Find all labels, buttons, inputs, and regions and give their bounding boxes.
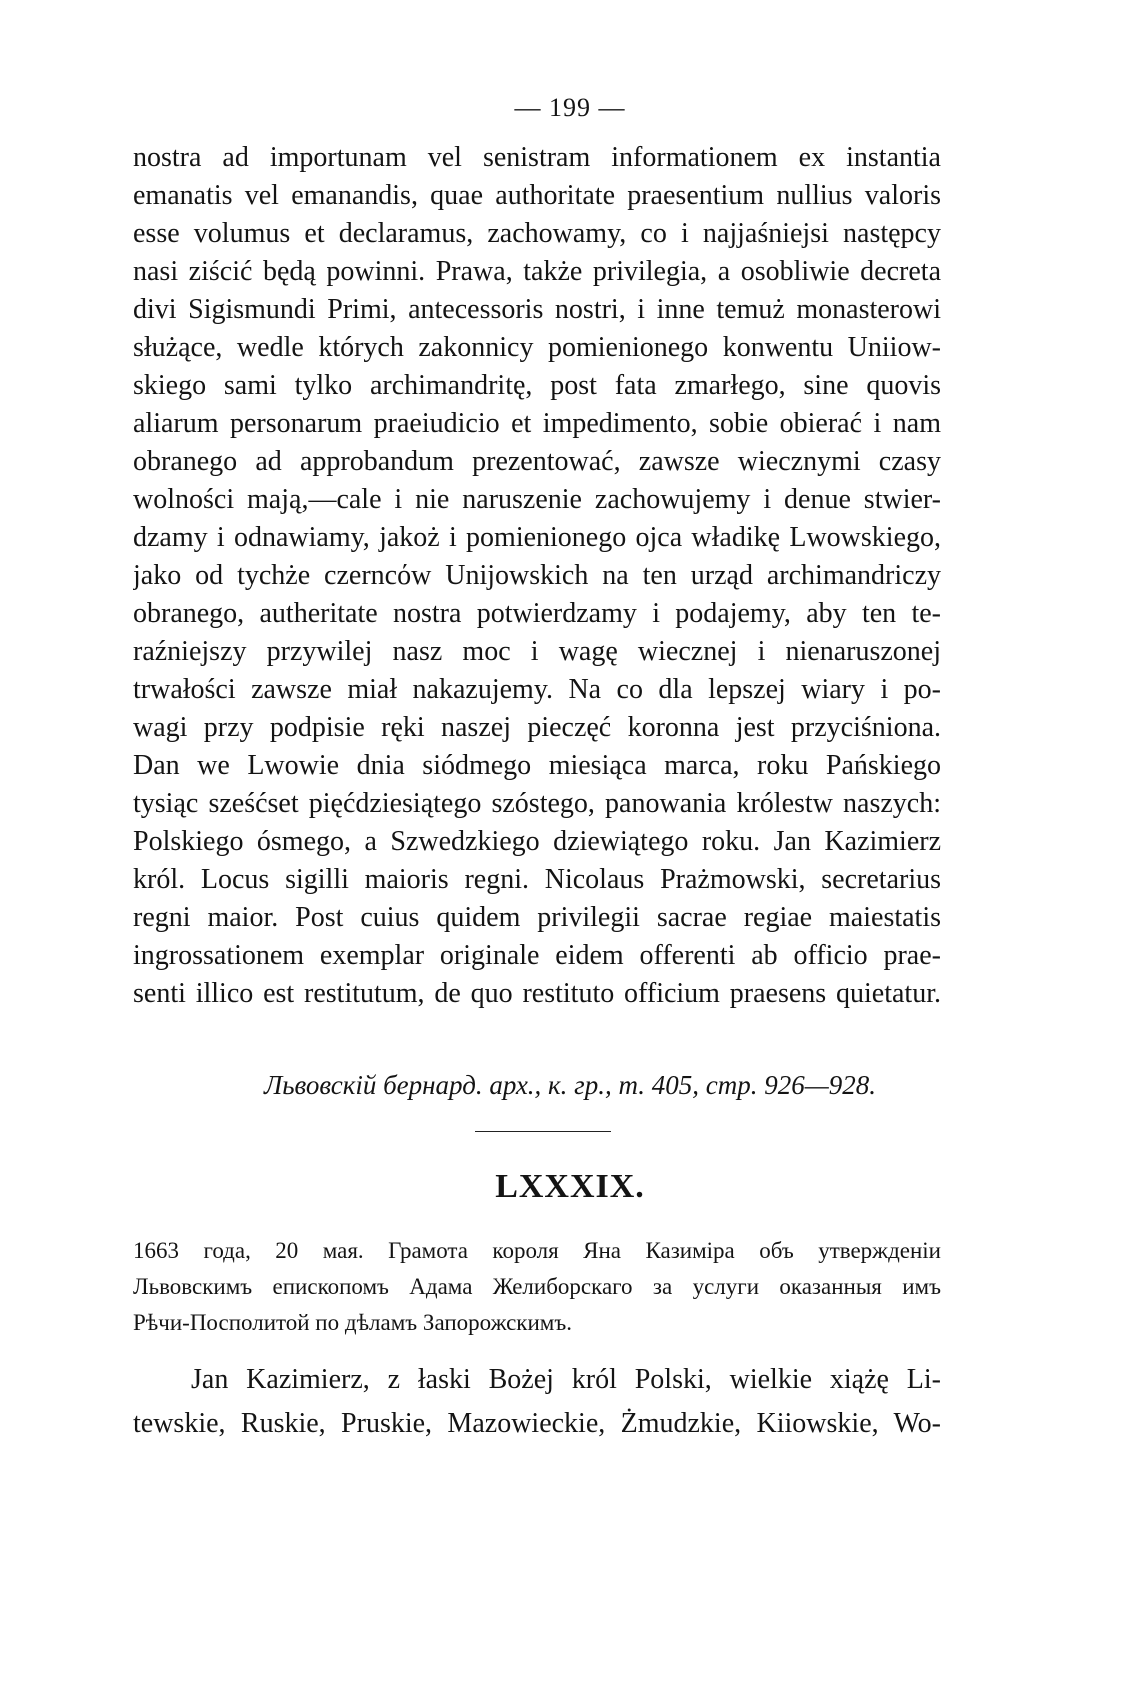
text-line: esse volumus et declaramus, zachowamy, co i najjaśniejsi następcy: [133, 218, 941, 249]
text-line: emanatis vel emanandis, quae authoritate praesentium nullius valoris: [133, 180, 941, 211]
document-number: LXXXIX.: [495, 1168, 645, 1205]
text-line: nostra ad importunam vel senistram informationem ex instantia: [133, 142, 941, 173]
text-line: raźniejszy przywilej nasz moc i wagę wiecznej i nienaruszonej: [133, 636, 941, 667]
text-line: nasi ziścić będą powinni. Prawa, także privilegia, a osobliwie decreta: [133, 256, 941, 287]
text-line: wolności mają,—cale i nie naruszenie zachowujemy i denue stwier-: [133, 484, 941, 515]
text-line: wagi przy podpisie ręki naszej pieczęć koronna jest przyciśniona.: [133, 712, 941, 743]
text-line: senti illico est restitutum, de quo restituto officium praesens quietatur.: [133, 978, 941, 1009]
source-reference: Львовскій бернард. арх., к. гр., т. 405, стр. 926—928.: [263, 1070, 877, 1100]
text-line: trwałości zawsze miał nakazujemy. Na co dla lepszej wiary i po-: [133, 674, 941, 705]
text-line: skiego sami tylko archimandritę, post fata zmarłego, sine quovis: [133, 370, 941, 401]
text-line: ingrossationem exemplar originale eidem offerenti ab officio prae-: [133, 940, 941, 971]
text-line: aliarum personarum praeiudicio et impedimento, sobie obierać i nam: [133, 408, 941, 439]
text-line: divi Sigismundi Primi, antecessoris nostri, i inne temuż monasterowi: [133, 294, 941, 325]
text-line: jako od tychże czerncόw Unijowskich na ten urząd archimandriczy: [133, 560, 941, 591]
text-line: tysiąc sześćset pięćdziesiątego szóstego, panowania królestw naszych:: [133, 788, 941, 819]
text-line: tewskie, Ruskie, Pruskie, Mazowieckie, Żmudzkie, Kiiowskie, Wo-: [133, 1408, 941, 1439]
text-line: Рѣчи-Посполитой по дѣламъ Запорожскимъ.: [133, 1310, 572, 1335]
text-line: Jan Kazimierz, z łaski Bożej król Polski, wielkie xiążę Li-: [191, 1364, 941, 1395]
section-divider: [475, 1131, 611, 1132]
text-line: Polskiego ósmego, a Szwedzkiego dziewiątego roku. Jan Kazimierz: [133, 826, 941, 857]
text-line: służące, wedle których zakonnicy pomienionego konwentu Uniiow-: [133, 332, 941, 363]
text-line: obranego, autheritate nostra potwierdzamy i podajemy, aby ten te-: [133, 598, 941, 629]
document-heading: [133, 1233, 941, 1341]
text-line: obranego ad approbandum prezentować, zawsze wiecznymi czasy: [133, 446, 941, 477]
page-number: — 199 —: [514, 93, 626, 122]
text-line: regni maior. Post cuius quidem privilegii sacrae regiae maiestatis: [133, 902, 941, 933]
text-line: król. Locus sigilli maioris regni. Nicolaus Prażmowski, secretarius: [133, 864, 941, 895]
text-line: Львовскимъ епископомъ Адама Желиборскаго за услуги оказанныя имъ: [133, 1274, 941, 1299]
document-body-start: [133, 1358, 941, 1446]
text-line: 1663 года, 20 мая. Грамота короля Яна Казиміра объ утвержденіи: [133, 1238, 941, 1263]
main-text-block: [133, 139, 941, 1013]
text-line: Dan we Lwowie dnia siódmego miesiąca marca, roku Pańskiego: [133, 750, 941, 781]
text-line: dzamy i odnawiamy, jakoż i pomienionego ojca władikę Lwowskiego,: [133, 522, 941, 553]
